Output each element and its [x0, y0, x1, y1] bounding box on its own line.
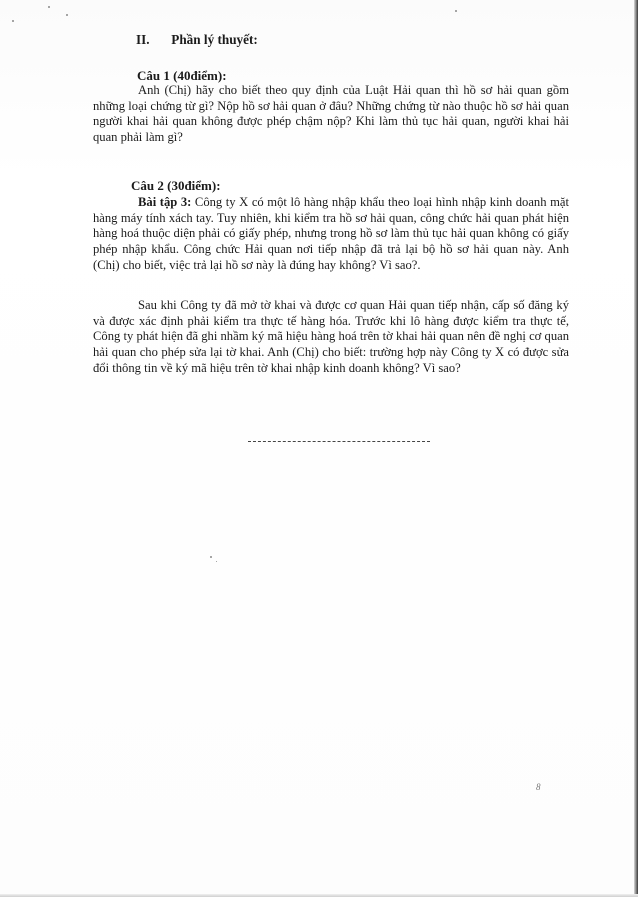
section-number: II.: [136, 32, 150, 47]
section-title: Phần lý thuyết:: [171, 32, 258, 47]
exercise-paragraph-1-text: Công ty X có một lô hàng nhập khẩu theo loại hình nhập kinh doanh mặt hàng máy tính xách tay. Tuy nhiên, khi kiểm tra hồ sơ hải quan, công chức hải quan phát hiện hàng hoá thuộc diện phải có giấy phép, nhưng trong hồ sơ làm thủ tục hải quan không có giấy phép nhập khẩu. Công chức Hải quan nơi tiếp nhập đã trả lại bộ hồ sơ hải quan này. Anh (Chị) cho biết, việc trả lại hồ sơ này là đúng hay không? Vì sao?.: [93, 195, 569, 272]
exercise-paragraph-2: Sau khi Công ty đã mở tờ khai và được cơ quan Hải quan tiếp nhận, cấp số đăng ký và được xác định phải kiểm tra thực tế hàng hóa. Trước khi lô hàng được kiểm tra thực tế, Công ty phát hiện đã ghi nhầm ký mã hiệu hàng hoá trên tờ khai hải quan nên đề nghị cơ quan hải quan cho phép sửa lại tờ khai. Anh (Chị) cho biết: trường hợp này Công ty X có được sửa đổi thông tin về ký mã hiệu trên tờ khai nhập kinh doanh không? Vì sao?: [93, 298, 569, 375]
scan-speck: [48, 6, 50, 8]
exercise-paragraph-1: [93, 195, 569, 274]
section-heading: [136, 32, 258, 48]
end-divider: [248, 441, 430, 442]
scan-edge-right: [634, 0, 638, 897]
scan-speck: [216, 561, 217, 562]
question-1-title: Câu 1 (40điểm):: [137, 68, 227, 83]
exercise-label: Bài tập 3:: [138, 195, 192, 209]
scan-speck: [455, 10, 457, 12]
scan-speck: [66, 14, 68, 16]
page-mark: 8: [536, 782, 541, 792]
scan-speck: [210, 556, 212, 558]
scan-speck: [12, 20, 14, 22]
question-1-text: Anh (Chị) hãy cho biết theo quy định của Luật Hải quan thì hồ sơ hải quan gồm những loại chứng từ gì? Nộp hồ sơ hải quan ở đâu? Những chứng từ nào thuộc hồ sơ hải quan người khai hải quan không được phép chậm nộp? Khi làm thủ tục hải quan, người khai hải quan phải làm gì?: [93, 83, 569, 145]
question-2-title: Câu 2 (30điểm):: [131, 178, 221, 193]
